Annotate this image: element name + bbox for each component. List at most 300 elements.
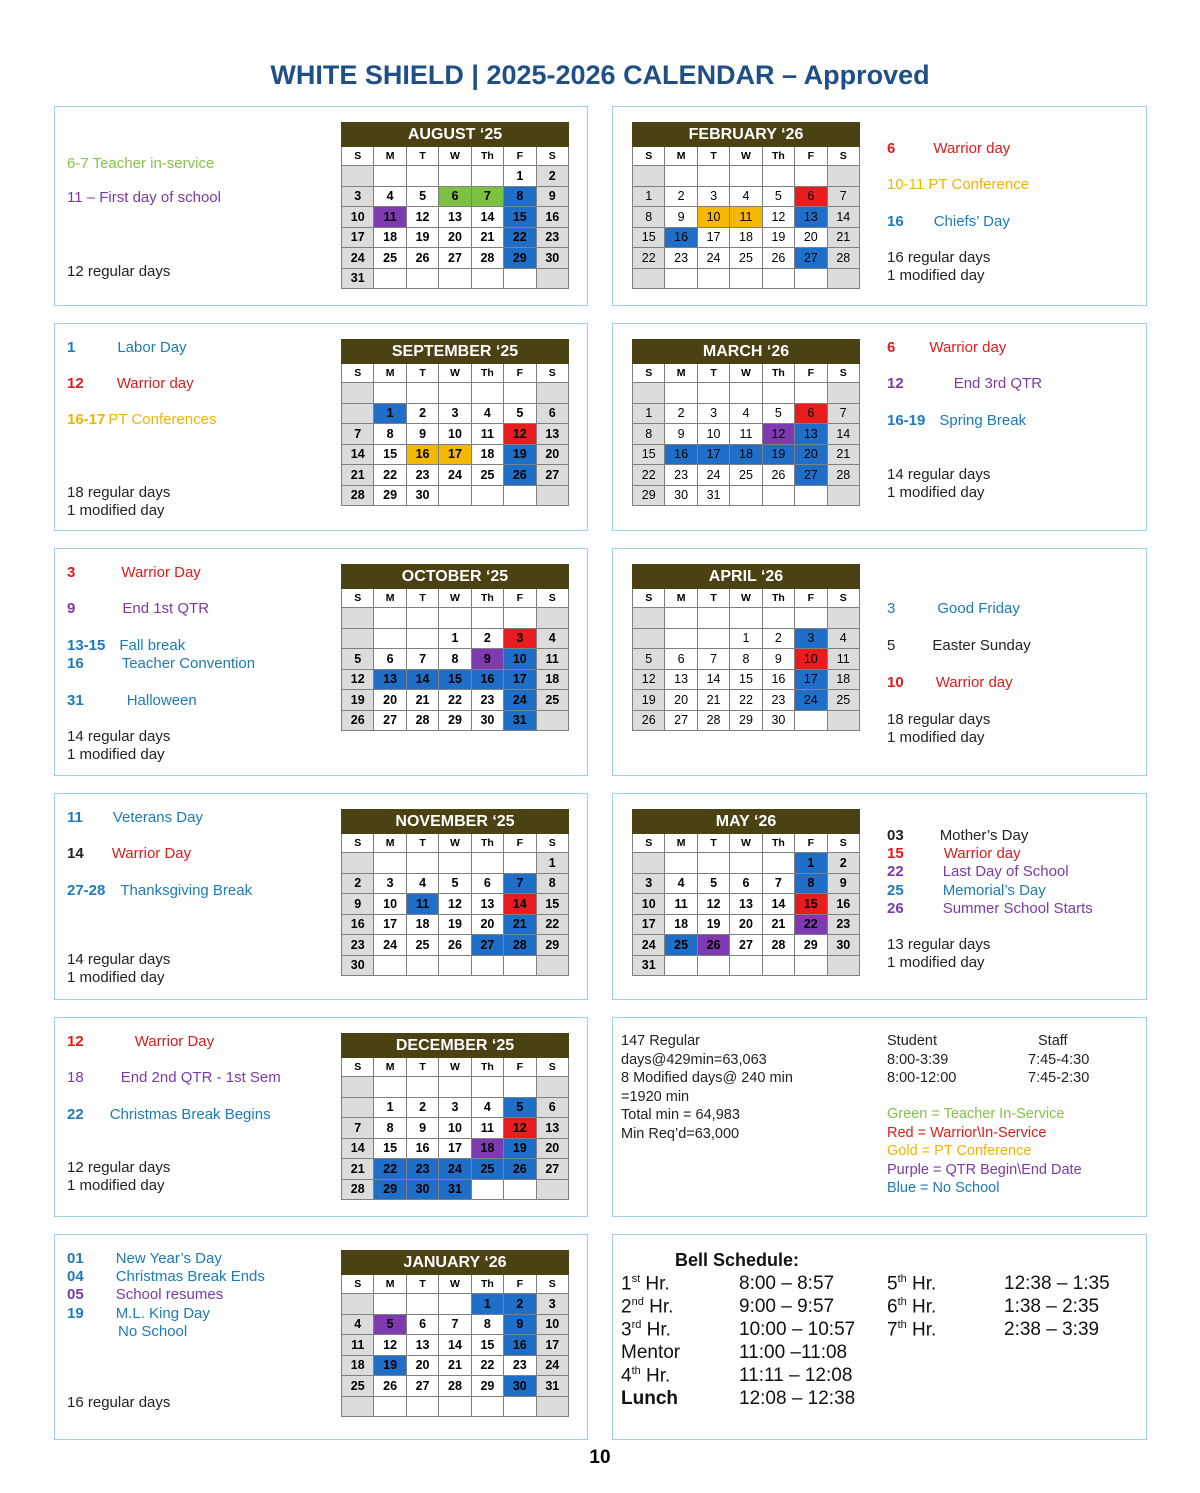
day-cell: 21	[342, 1159, 374, 1180]
day-cell	[697, 628, 729, 649]
day-cell	[730, 853, 762, 874]
day-cell: 30	[406, 1179, 438, 1200]
day-cell: 21	[342, 465, 374, 486]
day-cell	[795, 485, 827, 506]
day-cell: 19	[697, 914, 729, 935]
day-cell: 27	[665, 710, 697, 731]
day-cell: 27	[406, 1376, 438, 1397]
day-cell	[374, 853, 406, 874]
day-header: S	[342, 834, 374, 853]
day-cell: 30	[536, 248, 568, 269]
day-cell: 25	[827, 690, 859, 711]
feb-note-3-text: Chiefs’ Day	[933, 213, 1010, 230]
student-full-day: 8:00-3:39	[887, 1051, 949, 1068]
day-cell: 22	[504, 227, 536, 248]
day-cell: 27	[471, 935, 503, 956]
staff-label: Staff	[1038, 1033, 1068, 1049]
day-cell: 24	[697, 465, 729, 486]
mar-note-3	[887, 412, 1026, 430]
color-legend	[887, 1105, 1082, 1198]
day-cell: 21	[827, 444, 859, 465]
day-header: S	[342, 589, 374, 608]
legend-blue: Blue = No School	[887, 1180, 1000, 1196]
day-cell: 7	[504, 873, 536, 894]
day-cell	[730, 955, 762, 976]
day-cell: 6	[795, 403, 827, 424]
day-header: Th	[762, 147, 794, 166]
month-header: JANUARY ‘26	[342, 1251, 569, 1275]
day-cell: 27	[374, 710, 406, 731]
day-cell: 3	[795, 628, 827, 649]
day-cell: 13	[374, 669, 406, 690]
day-cell: 4	[665, 873, 697, 894]
day-cell: 14	[406, 669, 438, 690]
month-header: OCTOBER ‘25	[342, 565, 569, 589]
day-cell: 7	[827, 403, 859, 424]
day-cell: 29	[633, 485, 665, 506]
day-cell: 24	[697, 248, 729, 269]
month-header: SEPTEMBER ‘25	[342, 340, 569, 364]
mar-modified-days: 1 modified day	[887, 484, 985, 501]
day-header: F	[504, 147, 536, 166]
day-cell: 9	[471, 649, 503, 670]
day-cell	[342, 1097, 374, 1118]
day-cell	[536, 1179, 568, 1200]
day-cell: 2	[536, 166, 568, 187]
legend-gold: Gold = PT Conference	[887, 1143, 1032, 1159]
day-cell	[406, 1396, 438, 1417]
nov-note-1	[67, 809, 203, 827]
bell-schedule-title: Bell Schedule:	[675, 1250, 800, 1270]
day-header: W	[730, 364, 762, 383]
day-cell: 8	[504, 186, 536, 207]
day-cell	[795, 383, 827, 404]
day-cell	[795, 166, 827, 187]
day-cell: 18	[730, 444, 762, 465]
day-cell	[665, 608, 697, 629]
day-header: S	[633, 147, 665, 166]
day-cell	[342, 608, 374, 629]
summary-line-6: Min Req’d=63,000	[621, 1125, 740, 1142]
jan-note-3	[67, 1286, 223, 1304]
day-header: F	[795, 364, 827, 383]
day-cell: 20	[536, 444, 568, 465]
day-cell: 28	[439, 1376, 471, 1397]
day-cell: 26	[504, 1159, 536, 1180]
day-cell: 15	[536, 894, 568, 915]
nov-note-1-text: Veterans Day	[112, 809, 203, 826]
day-header: F	[504, 1275, 536, 1294]
student-label: Student	[887, 1033, 937, 1049]
day-header: T	[406, 147, 438, 166]
day-header: F	[504, 364, 536, 383]
day-cell	[471, 268, 503, 289]
calendar-february	[632, 122, 860, 289]
day-cell	[795, 608, 827, 629]
summary-minutes	[621, 1032, 793, 1143]
calendar-december	[341, 1033, 569, 1200]
day-cell	[439, 485, 471, 506]
day-cell: 5	[762, 186, 794, 207]
day-cell: 12	[633, 669, 665, 690]
day-cell	[342, 1077, 374, 1098]
day-cell: 12	[762, 207, 794, 228]
day-header: F	[504, 834, 536, 853]
nov-note-3-num: 27-28	[67, 882, 106, 899]
day-cell: 19	[439, 914, 471, 935]
day-cell: 16	[665, 444, 697, 465]
day-header: S	[536, 1058, 568, 1077]
day-cell: 1	[471, 1294, 503, 1315]
day-cell: 30	[471, 710, 503, 731]
day-cell: 10	[342, 207, 374, 228]
nov-modified-days: 1 modified day	[67, 969, 165, 986]
day-cell: 6	[406, 1314, 438, 1335]
jan-note-5: No School	[118, 1323, 188, 1340]
day-cell	[342, 1396, 374, 1417]
day-header: S	[827, 834, 859, 853]
dec-note-3-text: Christmas Break Begins	[109, 1106, 271, 1123]
day-cell: 16	[762, 669, 794, 690]
day-cell	[342, 166, 374, 187]
day-cell: 15	[633, 227, 665, 248]
bell-period-time: 1:38 – 2:35	[1004, 1296, 1100, 1317]
mar-note-3-text: Spring Break	[939, 412, 1027, 429]
day-cell: 19	[406, 227, 438, 248]
day-cell: 20	[730, 914, 762, 935]
day-cell: 5	[406, 186, 438, 207]
day-cell	[406, 383, 438, 404]
jan-note-1	[67, 1250, 222, 1268]
day-cell: 22	[730, 690, 762, 711]
day-cell: 21	[697, 690, 729, 711]
day-cell: 26	[762, 248, 794, 269]
day-cell	[439, 1077, 471, 1098]
day-cell	[665, 166, 697, 187]
day-cell	[406, 628, 438, 649]
day-cell: 9	[665, 424, 697, 445]
day-header: S	[827, 147, 859, 166]
day-header: W	[439, 834, 471, 853]
may-note-1-num: 03	[887, 827, 904, 844]
day-cell: 23	[342, 935, 374, 956]
day-cell	[504, 1396, 536, 1417]
day-cell: 25	[536, 690, 568, 711]
nov-regular-days: 14 regular days	[67, 951, 171, 968]
bell-period-label: 6th Hr.	[887, 1296, 937, 1318]
mar-note-1	[887, 339, 1006, 357]
day-cell: 16	[406, 1138, 438, 1159]
day-cell	[697, 608, 729, 629]
day-cell	[536, 1396, 568, 1417]
day-cell	[795, 710, 827, 731]
day-header: M	[374, 147, 406, 166]
day-cell: 31	[342, 268, 374, 289]
day-cell: 5	[504, 1097, 536, 1118]
day-cell: 25	[730, 465, 762, 486]
day-cell	[633, 166, 665, 187]
dec-regular-days: 12 regular days	[67, 1159, 171, 1176]
day-header: M	[665, 147, 697, 166]
day-cell: 3	[697, 186, 729, 207]
day-cell	[471, 166, 503, 187]
oct-note-3-text: Fall break	[119, 637, 186, 654]
day-cell: 12	[504, 424, 536, 445]
sep-note-2-num: 12	[67, 375, 84, 392]
day-cell: 22	[374, 465, 406, 486]
day-cell	[504, 485, 536, 506]
day-header: S	[536, 834, 568, 853]
day-cell: 20	[374, 690, 406, 711]
day-header: S	[536, 589, 568, 608]
day-cell	[471, 955, 503, 976]
day-header: T	[406, 1058, 438, 1077]
day-cell: 18	[374, 227, 406, 248]
day-cell: 28	[827, 465, 859, 486]
day-cell: 4	[471, 1097, 503, 1118]
day-cell	[406, 853, 438, 874]
day-cell	[439, 608, 471, 629]
day-cell	[633, 383, 665, 404]
day-header: W	[439, 589, 471, 608]
day-cell: 3	[504, 628, 536, 649]
day-cell	[471, 383, 503, 404]
day-header: M	[665, 834, 697, 853]
day-header: Th	[471, 147, 503, 166]
day-cell: 18	[536, 669, 568, 690]
day-cell: 22	[633, 465, 665, 486]
day-header: S	[827, 589, 859, 608]
day-cell: 7	[471, 186, 503, 207]
day-cell: 23	[536, 227, 568, 248]
day-cell: 15	[795, 894, 827, 915]
day-cell: 6	[536, 1097, 568, 1118]
nov-note-2-text: Warrior Day	[111, 845, 192, 862]
day-cell	[406, 1077, 438, 1098]
day-cell	[504, 383, 536, 404]
day-cell: 3	[697, 403, 729, 424]
day-header: T	[406, 834, 438, 853]
day-header: M	[374, 1275, 406, 1294]
day-cell: 21	[827, 227, 859, 248]
day-cell: 9	[762, 649, 794, 670]
apr-note-1	[887, 600, 1020, 618]
day-cell	[697, 383, 729, 404]
day-cell	[439, 268, 471, 289]
day-cell: 24	[536, 1355, 568, 1376]
day-cell: 19	[762, 227, 794, 248]
day-cell: 12	[439, 894, 471, 915]
oct-note-5	[67, 692, 197, 710]
day-cell: 14	[827, 424, 859, 445]
day-cell	[536, 268, 568, 289]
day-header: W	[439, 364, 471, 383]
jan-note-3-text: School resumes	[115, 1286, 224, 1303]
day-cell: 27	[730, 935, 762, 956]
day-cell: 23	[406, 1159, 438, 1180]
day-cell: 8	[795, 873, 827, 894]
bell-period-time: 9:00 – 9:57	[739, 1296, 835, 1317]
oct-note-4-text: Teacher Convention	[121, 655, 256, 672]
day-cell: 5	[762, 403, 794, 424]
day-cell: 3	[439, 1097, 471, 1118]
day-cell	[406, 166, 438, 187]
day-header: Th	[471, 834, 503, 853]
day-header: S	[827, 364, 859, 383]
day-cell	[730, 383, 762, 404]
may-note-2-num: 15	[887, 845, 904, 862]
day-cell: 22	[439, 690, 471, 711]
day-cell: 31	[697, 485, 729, 506]
day-cell: 23	[406, 465, 438, 486]
day-cell: 6	[439, 186, 471, 207]
day-cell: 2	[762, 628, 794, 649]
day-header: M	[665, 589, 697, 608]
day-cell: 26	[504, 465, 536, 486]
day-cell: 8	[374, 424, 406, 445]
day-cell: 10	[697, 424, 729, 445]
calendar-november	[341, 809, 569, 976]
day-cell: 4	[471, 403, 503, 424]
day-cell: 31	[633, 955, 665, 976]
day-cell: 5	[439, 873, 471, 894]
day-cell	[762, 955, 794, 976]
day-cell	[665, 268, 697, 289]
day-cell: 3	[536, 1294, 568, 1315]
day-cell: 13	[730, 894, 762, 915]
day-cell: 11	[471, 424, 503, 445]
day-cell: 4	[406, 873, 438, 894]
day-cell: 15	[439, 669, 471, 690]
oct-note-3-num: 13-15	[67, 637, 106, 654]
feb-note-1	[887, 140, 1010, 158]
day-cell: 3	[633, 873, 665, 894]
day-cell: 1	[374, 403, 406, 424]
day-cell	[504, 608, 536, 629]
day-cell: 25	[374, 248, 406, 269]
day-cell	[504, 268, 536, 289]
day-cell: 11	[730, 207, 762, 228]
day-cell	[730, 268, 762, 289]
day-cell: 14	[504, 894, 536, 915]
day-cell: 17	[633, 914, 665, 935]
month-header: DECEMBER ‘25	[342, 1034, 569, 1058]
day-cell: 18	[471, 1138, 503, 1159]
apr-note-2	[887, 637, 1031, 655]
dec-note-3	[67, 1106, 271, 1124]
day-cell: 11	[665, 894, 697, 915]
day-cell: 6	[730, 873, 762, 894]
may-note-2	[887, 845, 1021, 863]
aug-regular-days: 12 regular days	[67, 263, 171, 280]
jan-note-4-text: M.L. King Day	[115, 1305, 210, 1322]
day-cell: 1	[504, 166, 536, 187]
feb-note-3-num: 16	[887, 213, 904, 230]
may-note-5-text: Summer School Starts	[942, 900, 1093, 917]
jan-regular-days: 16 regular days	[67, 1394, 171, 1411]
day-cell: 9	[406, 1118, 438, 1139]
day-cell: 30	[342, 955, 374, 976]
day-cell: 11	[730, 424, 762, 445]
day-header: T	[406, 364, 438, 383]
jan-note-2-text: Christmas Break Ends	[115, 1268, 265, 1285]
dec-note-1	[67, 1033, 214, 1051]
apr-modified-days: 1 modified day	[887, 729, 985, 746]
day-header: M	[665, 364, 697, 383]
day-cell: 29	[795, 935, 827, 956]
day-header: S	[633, 589, 665, 608]
day-cell: 9	[504, 1314, 536, 1335]
day-cell: 1	[795, 853, 827, 874]
day-cell: 16	[536, 207, 568, 228]
day-header: F	[795, 834, 827, 853]
day-cell	[762, 485, 794, 506]
day-cell: 13	[665, 669, 697, 690]
day-cell	[827, 268, 859, 289]
day-cell: 1	[633, 403, 665, 424]
day-cell: 8	[730, 649, 762, 670]
day-cell: 4	[374, 186, 406, 207]
day-cell: 11	[374, 207, 406, 228]
day-cell: 21	[504, 914, 536, 935]
day-cell	[665, 383, 697, 404]
day-cell	[406, 608, 438, 629]
day-cell: 29	[730, 710, 762, 731]
day-cell: 9	[665, 207, 697, 228]
day-cell	[439, 1294, 471, 1315]
aug-note-inservice: 6-7 Teacher in-service	[67, 155, 215, 172]
day-header: T	[697, 364, 729, 383]
oct-note-5-text: Halloween	[126, 692, 197, 709]
day-header: T	[406, 589, 438, 608]
summary-line-2: days@429min=63,063	[621, 1051, 767, 1068]
day-cell: 17	[504, 669, 536, 690]
day-cell: 14	[342, 444, 374, 465]
day-cell: 8	[633, 424, 665, 445]
day-cell	[827, 710, 859, 731]
day-cell	[827, 955, 859, 976]
summary-line-5: Total min = 64,983	[621, 1107, 740, 1123]
day-cell: 25	[471, 1159, 503, 1180]
day-header: T	[697, 834, 729, 853]
student-times	[887, 1032, 956, 1088]
day-cell: 10	[374, 894, 406, 915]
day-cell	[827, 383, 859, 404]
oct-regular-days: 14 regular days	[67, 728, 171, 745]
day-cell: 10	[536, 1314, 568, 1335]
day-cell: 12	[342, 669, 374, 690]
day-cell	[536, 383, 568, 404]
day-cell: 29	[374, 1179, 406, 1200]
day-cell: 20	[795, 444, 827, 465]
oct-note-1	[67, 564, 201, 582]
may-regular-days: 13 regular days	[887, 936, 991, 953]
day-cell: 30	[504, 1376, 536, 1397]
day-cell: 15	[633, 444, 665, 465]
day-cell: 1	[730, 628, 762, 649]
day-cell	[406, 268, 438, 289]
may-note-3-num: 22	[887, 863, 904, 880]
day-cell: 26	[697, 935, 729, 956]
day-cell: 30	[665, 485, 697, 506]
oct-note-2	[67, 600, 209, 618]
day-cell: 15	[471, 1335, 503, 1356]
day-header: T	[697, 589, 729, 608]
day-cell: 19	[504, 1138, 536, 1159]
day-cell: 22	[795, 914, 827, 935]
day-header: F	[504, 589, 536, 608]
calendar-january	[341, 1250, 569, 1417]
